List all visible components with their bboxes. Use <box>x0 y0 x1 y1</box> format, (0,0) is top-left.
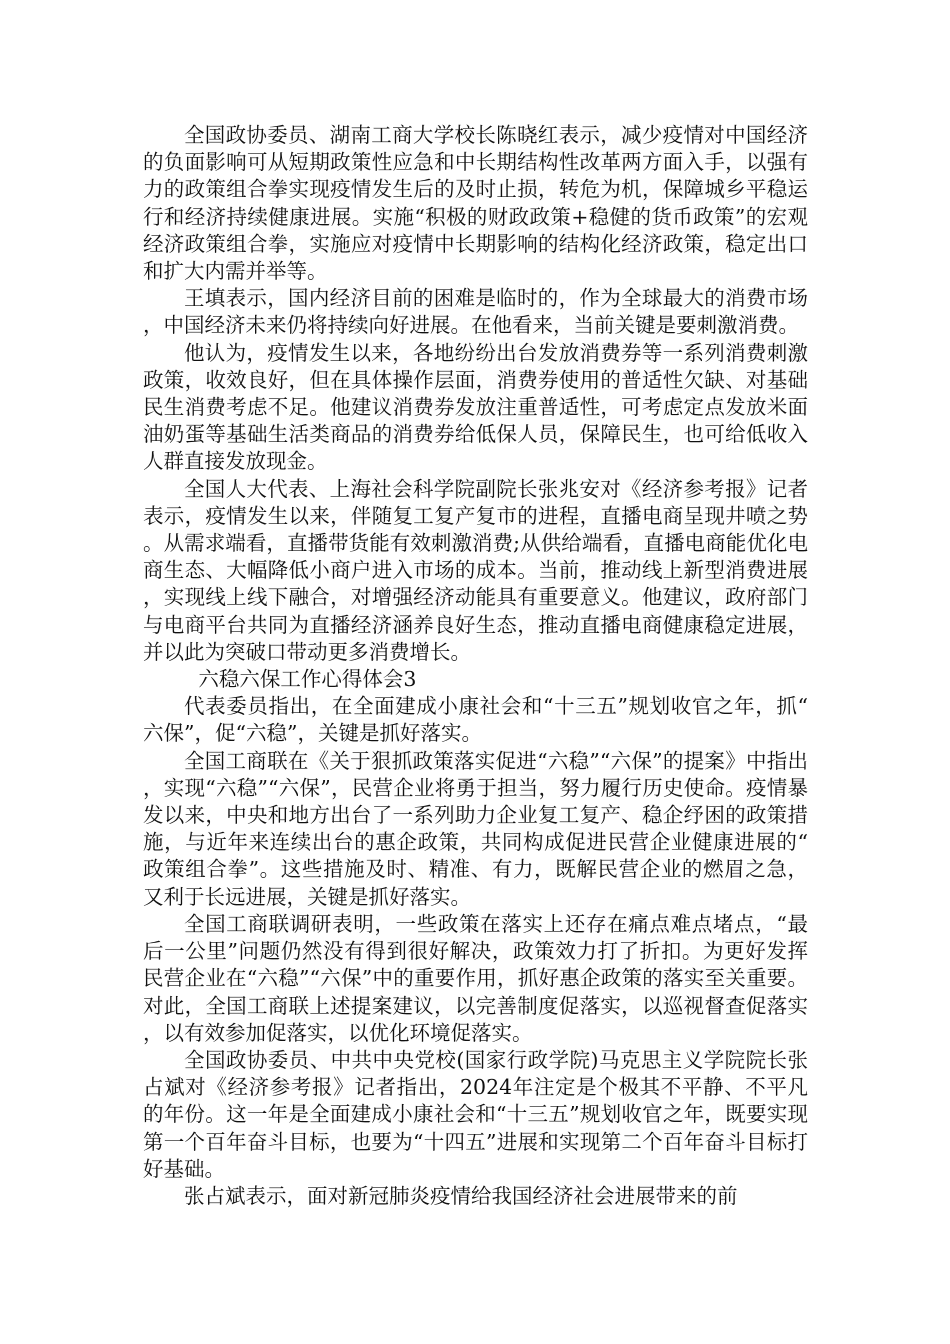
document-body <box>143 122 808 1210</box>
paragraph: 全国人大代表、上海社会科学院副院长张兆安对《经济参考报》记者表示，疫情发生以来，伴随复工复产复市的进程，直播电商呈现井喷之势。从需求端看，直播带货能有效刺激消费;从供给端看，直播电商能优化电商生态、大幅降低小商户进入市场的成本。当前，推动线上新型消费进展，实现线上线下融合，对增强经济动能具有重要意义。他建议，政府部门与电商平台共同为直播经济涵养良好生态，推动直播电商健康稳定进展，并以此为突破口带动更多消费增长。 <box>143 476 808 664</box>
paragraph: 他认为，疫情发生以来，各地纷纷出台发放消费券等一系列消费刺激政策，收效良好，但在具体操作层面，消费券使用的普适性欠缺、对基础民生消费考虑不足。他建议消费券发放注重普适性，可考虑定点发放米面油奶蛋等基础生活类商品的消费券给低保人员，保障民生，也可给低收入人群直接发放现金。 <box>143 340 808 474</box>
paragraph: 王填表示，国内经济目前的困难是临时的，作为全球最大的消费市场，中国经济未来仍将持续向好进展。在他看来，当前关键是要刺激消费。 <box>143 286 808 338</box>
paragraph: 全国政协委员、湖南工商大学校长陈晓红表示，减少疫情对中国经济的负面影响可从短期政策性应急和中长期结构性改革两方面入手，以强有力的政策组合拳实现疫情发生后的及时止损，转危为机，保障城乡平稳运行和经济持续健康进展。实施“积极的财政政策+稳健的货币政策”的宏观经济政策组合拳，实施应对疫情中长期影响的结构化经济政策，稳定出口和扩大内需并举等。 <box>143 123 808 284</box>
paragraph: 代表委员指出，在全面建成小康社会和“十三五”规划收官之年，抓“六保”，促“六稳”，关键是抓好落实。 <box>143 694 808 746</box>
paragraph: 全国工商联调研表明，一些政策在落实上还存在痛点难点堵点，“最后一公里”问题仍然没有得到很好解决，政策效力打了折扣。为更好发挥民营企业在“六稳”“六保”中的重要作用，抓好惠企政策的落实至关重要。对此，全国工商联上述提案建议，以完善制度促落实，以巡视督查促落实，以有效参加促落实，以优化环境促落实。 <box>143 911 808 1045</box>
paragraph: 全国政协委员、中共中央党校(国家行政学院)马克思主义学院院长张占斌对《经济参考报》记者指出，2024年注定是个极其不平静、不平凡的年份。这一年是全面建成小康社会和“十三五”规划收官之年，既要实现第一个百年奋斗目标，也要为“十四五”进展和实现第二个百年奋斗目标打好基础。 <box>143 1047 808 1181</box>
section-heading: 六稳六保工作心得体会3 <box>198 667 417 692</box>
paragraph: 全国工商联在《关于狠抓政策落实促进“六稳”“六保”的提案》中指出，实现“六稳”“六保”，民营企业将勇于担当，努力履行历史使命。疫情暴发以来，中央和地方出台了一系列助力企业复工复产、稳企纾困的政策措施，与近年来连续出台的惠企政策，共同构成促进民营企业健康进展的“政策组合拳”。这些措施及时、精准、有力，既解民营企业的燃眉之急，又利于长远进展，关键是抓好落实。 <box>143 748 808 909</box>
paragraph: 张占斌表示，面对新冠肺炎疫情给我国经济社会进展带来的前 <box>184 1183 738 1208</box>
